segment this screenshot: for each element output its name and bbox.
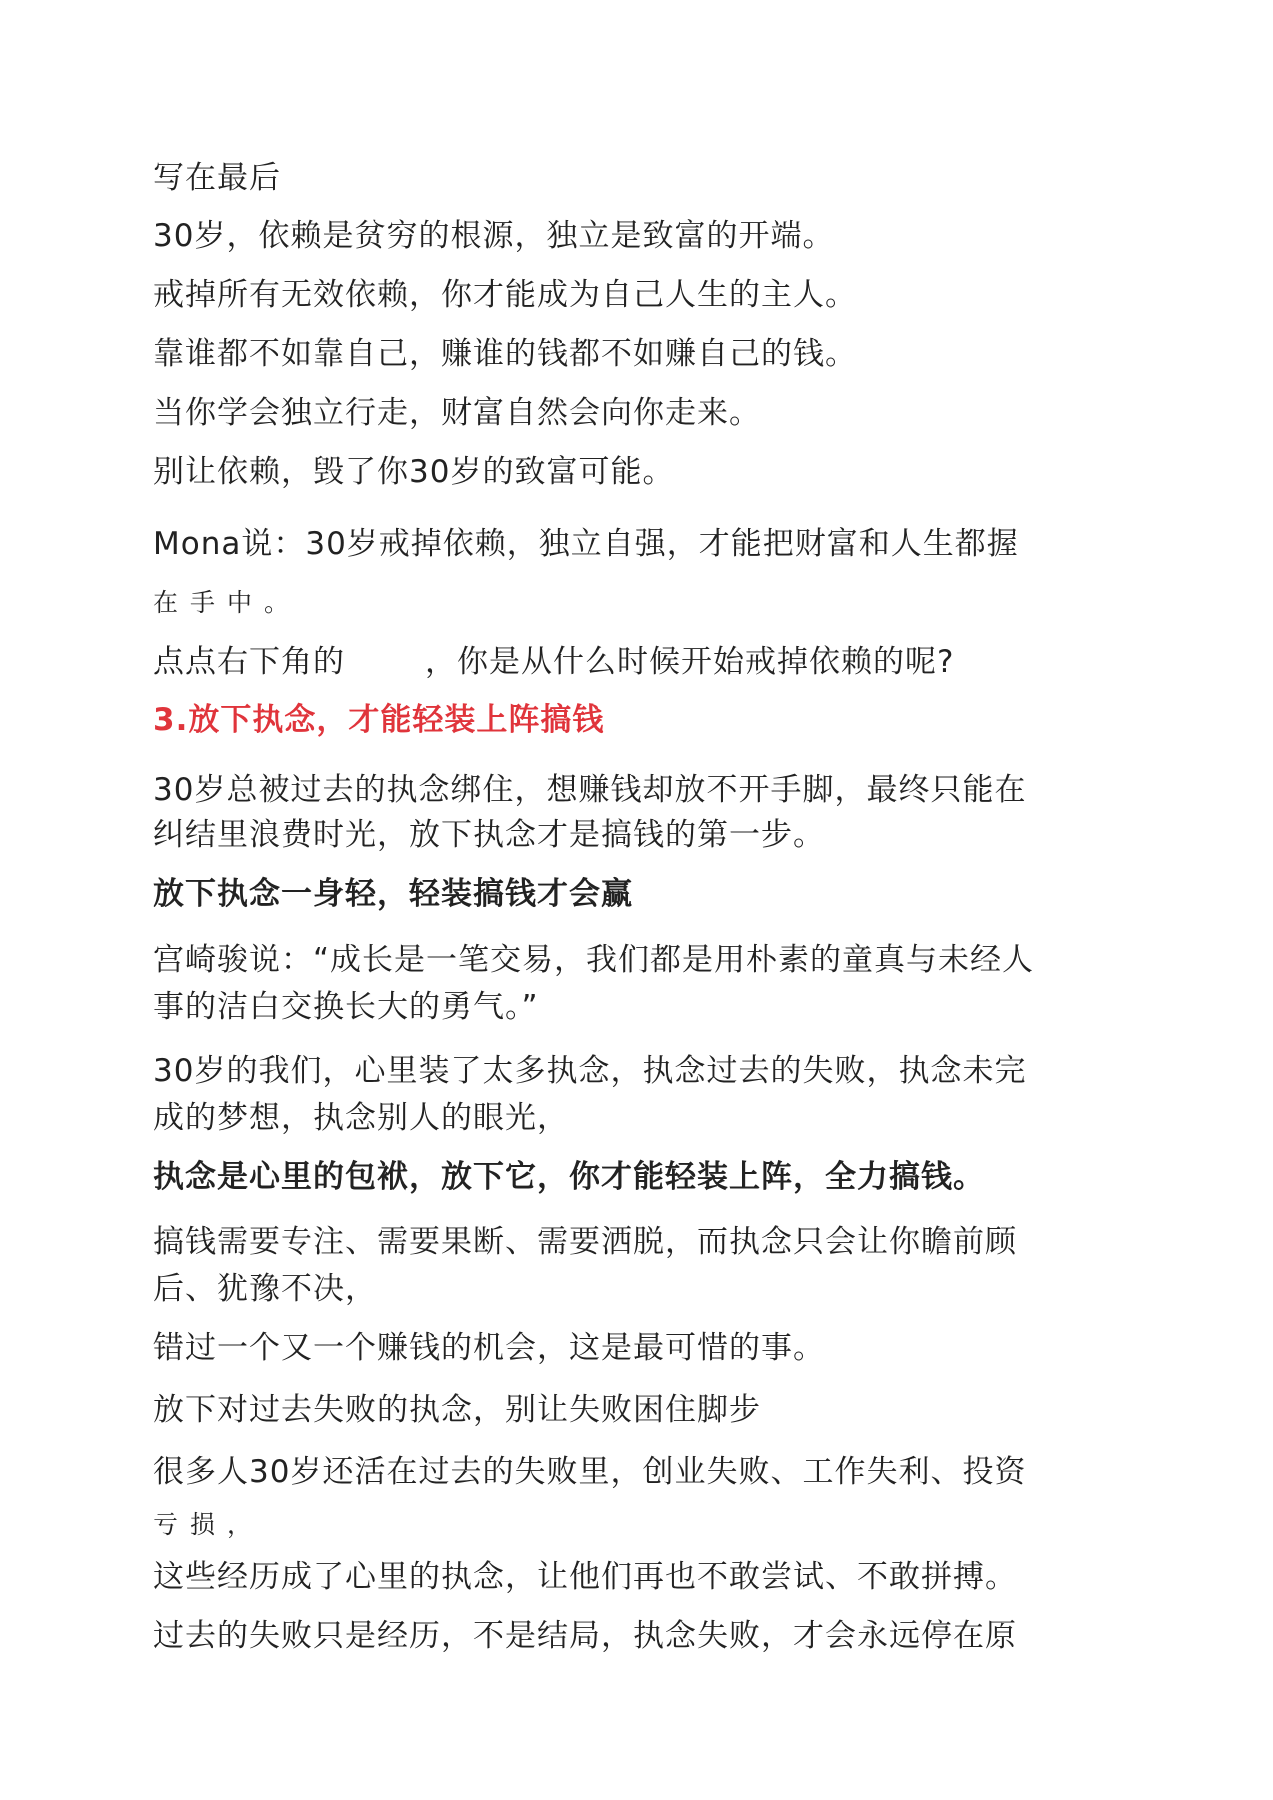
- paragraph-line: 戒掉所有无效依赖，你才能成为自己人生的主人。: [153, 277, 857, 313]
- call-to-action-start: 点点右下角的: [153, 644, 345, 680]
- paragraph-line: 这些经历成了心里的执念，让他们再也不敢尝试、不敢拼搏。: [153, 1559, 1017, 1595]
- paragraph-line: 搞钱需要专注、需要果断、需要洒脱，而执念只会让你瞻前顾: [153, 1224, 1017, 1260]
- call-to-action-end: ，你是从什么时候开始戒掉依赖的呢?: [425, 644, 955, 680]
- paragraph-line: 宫崎骏说：“成长是一笔交易，我们都是用朴素的童真与未经人: [153, 942, 1035, 978]
- paragraph-line: 很多人30岁还活在过去的失败里，创业失败、工作失利、投资: [153, 1454, 1027, 1490]
- paragraph-line: 靠谁都不如靠自己，赚谁的钱都不如赚自己的钱。: [153, 336, 857, 372]
- paragraph-line: 在手中。: [153, 588, 302, 617]
- bold-subheading: 放下执念一身轻，轻装搞钱才会赢: [153, 876, 633, 912]
- section-heading: 3.放下执念，才能轻装上阵搞钱: [153, 702, 605, 738]
- paragraph-line: 30岁总被过去的执念绑住，想赚钱却放不开手脚，最终只能在: [153, 772, 1027, 808]
- paragraph-line: 30岁的我们，心里装了太多执念，执念过去的失败，执念未完: [153, 1053, 1027, 1089]
- paragraph-line: 后、犹豫不决，: [153, 1271, 377, 1307]
- paragraph-line: 纠结里浪费时光，放下执念才是搞钱的第一步。: [153, 817, 825, 853]
- paragraph-line: 30岁，依赖是贫穷的根源，独立是致富的开端。: [153, 218, 835, 254]
- section-title: 写在最后: [153, 160, 281, 196]
- paragraph-line: Mona说：30岁戒掉依赖，独立自强，才能把财富和人生都握: [153, 526, 1019, 562]
- paragraph-line: 亏损，: [153, 1510, 265, 1539]
- document-page: [153, 0, 1153, 1800]
- paragraph-line: 错过一个又一个赚钱的机会，这是最可惜的事。: [153, 1330, 825, 1366]
- paragraph-line: 放下对过去失败的执念，别让失败困住脚步: [153, 1392, 761, 1428]
- call-to-action-line: [153, 642, 954, 682]
- paragraph-line: 别让依赖，毁了你30岁的致富可能。: [153, 454, 675, 490]
- paragraph-line: 过去的失败只是经历，不是结局，执念失败，才会永远停在原: [153, 1618, 1017, 1654]
- paragraph-line: 当你学会独立行走，财富自然会向你走来。: [153, 395, 761, 431]
- bold-statement: 执念是心里的包袱，放下它，你才能轻装上阵，全力搞钱。: [153, 1159, 985, 1195]
- paragraph-line: 成的梦想，执念别人的眼光，: [153, 1100, 569, 1136]
- paragraph-line: 事的洁白交换长大的勇气。”: [153, 989, 539, 1025]
